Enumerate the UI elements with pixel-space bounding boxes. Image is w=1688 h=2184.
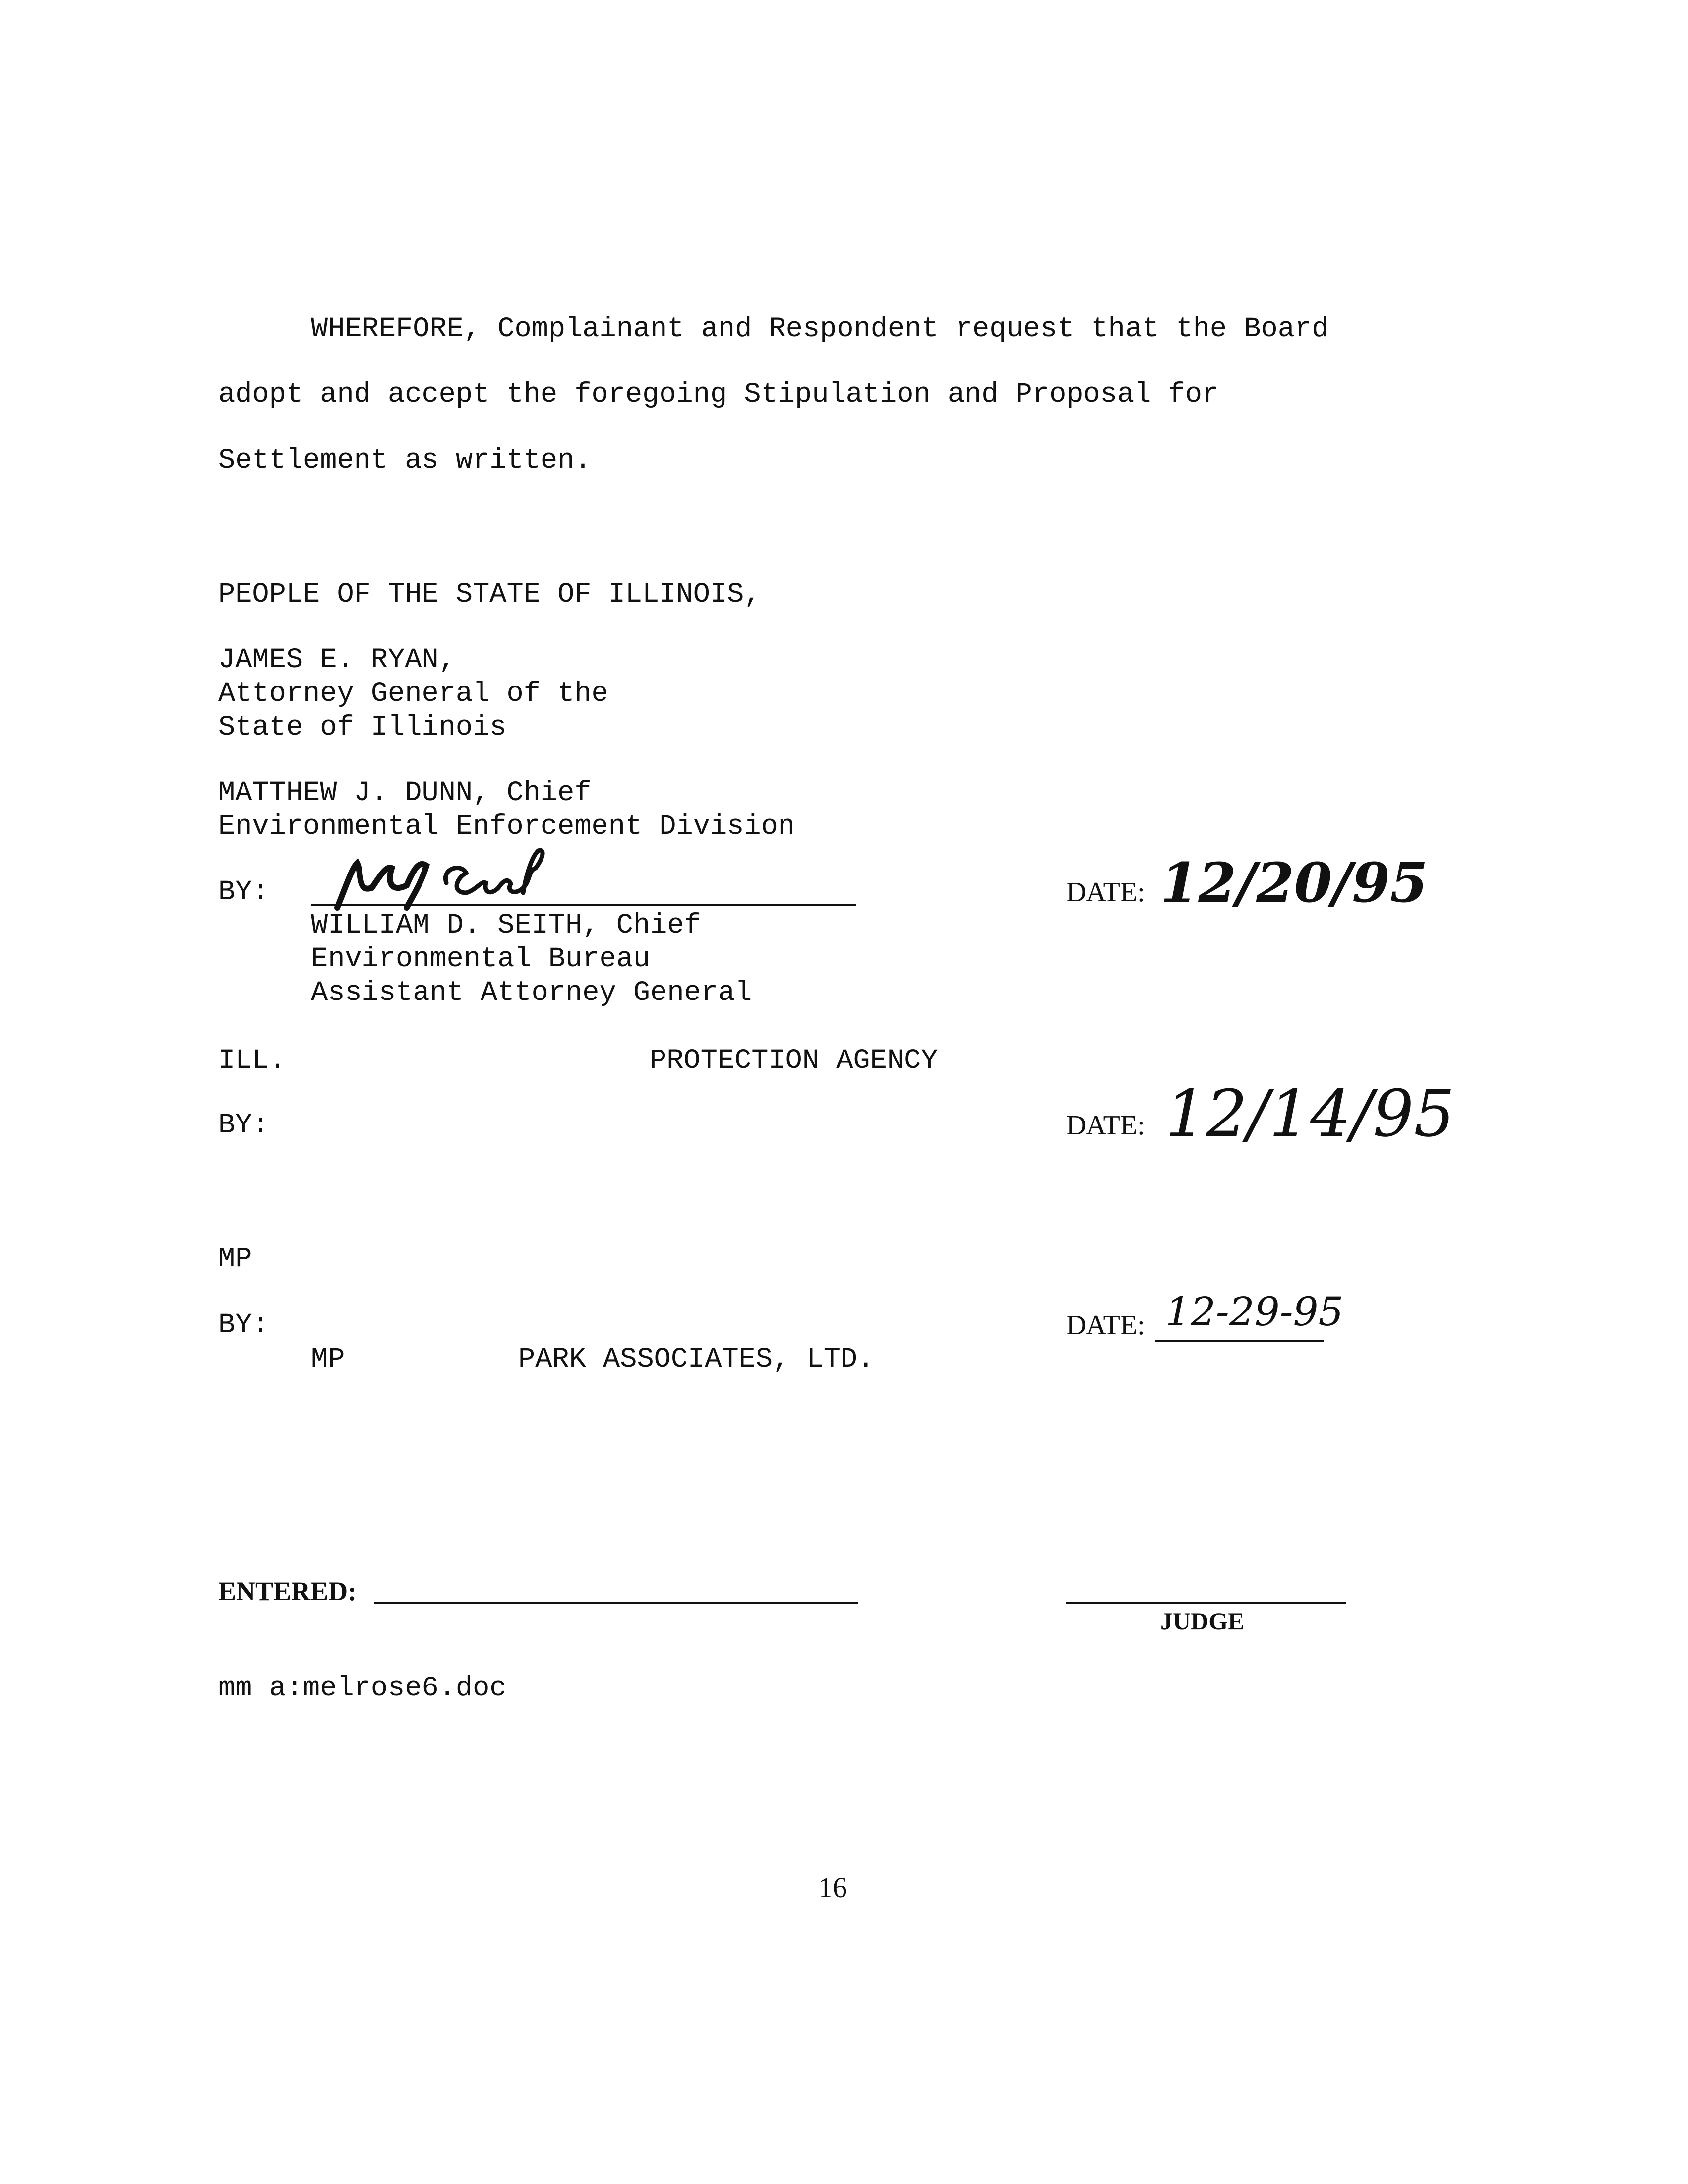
by-label-2: BY: [218, 1110, 269, 1141]
by-label-1: BY: [218, 876, 269, 908]
judge-label: JUDGE [1160, 1607, 1245, 1635]
body-line-2: adopt and accept the foregoing Stipulation and Proposal for [218, 379, 1219, 411]
agency-abbrev: ILL. [218, 1045, 286, 1077]
mp-heading: MP [218, 1244, 252, 1275]
handwritten-date-3: 12-29-95 [1165, 1289, 1344, 1335]
signature-william-seith [327, 838, 585, 918]
park-prefix: MP [311, 1344, 345, 1375]
date-label-3: DATE: [1066, 1310, 1145, 1341]
park-associates-name: PARK ASSOCIATES, LTD. [518, 1344, 875, 1375]
handwritten-date-2: 12/14/95 [1165, 1076, 1455, 1151]
by-label-3: BY: [218, 1310, 269, 1341]
file-reference: mm a:melrose6.doc [218, 1673, 507, 1704]
signer-name: WILLIAM D. SEITH, Chief [311, 910, 701, 941]
agency-name: PROTECTION AGENCY [650, 1045, 938, 1077]
entered-line [374, 1602, 858, 1604]
judge-line [1066, 1602, 1346, 1604]
attorney-general-title-1: Attorney General of the [218, 678, 608, 710]
division-chief-title: Environmental Enforcement Division [218, 811, 795, 843]
signature-line-1 [311, 904, 856, 906]
entered-label: ENTERED: [218, 1576, 357, 1606]
page-number: 16 [818, 1872, 847, 1904]
handwritten-date-1: 12/20/95 [1160, 851, 1428, 915]
division-chief-name: MATTHEW J. DUNN, Chief [218, 777, 592, 809]
date-line-3 [1155, 1340, 1324, 1342]
attorney-general-title-2: State of Illinois [218, 712, 507, 744]
body-line-3: Settlement as written. [218, 445, 592, 477]
people-heading: PEOPLE OF THE STATE OF ILLINOIS, [218, 579, 761, 611]
date-label-2: DATE: [1066, 1110, 1145, 1141]
date-label-1: DATE: [1066, 877, 1145, 908]
attorney-general-name: JAMES E. RYAN, [218, 644, 456, 676]
body-line-1: WHEREFORE, Complainant and Respondent request that the Board [311, 313, 1329, 345]
signer-title-1: Environmental Bureau [311, 943, 651, 975]
signer-title-2: Assistant Attorney General [311, 977, 752, 1009]
